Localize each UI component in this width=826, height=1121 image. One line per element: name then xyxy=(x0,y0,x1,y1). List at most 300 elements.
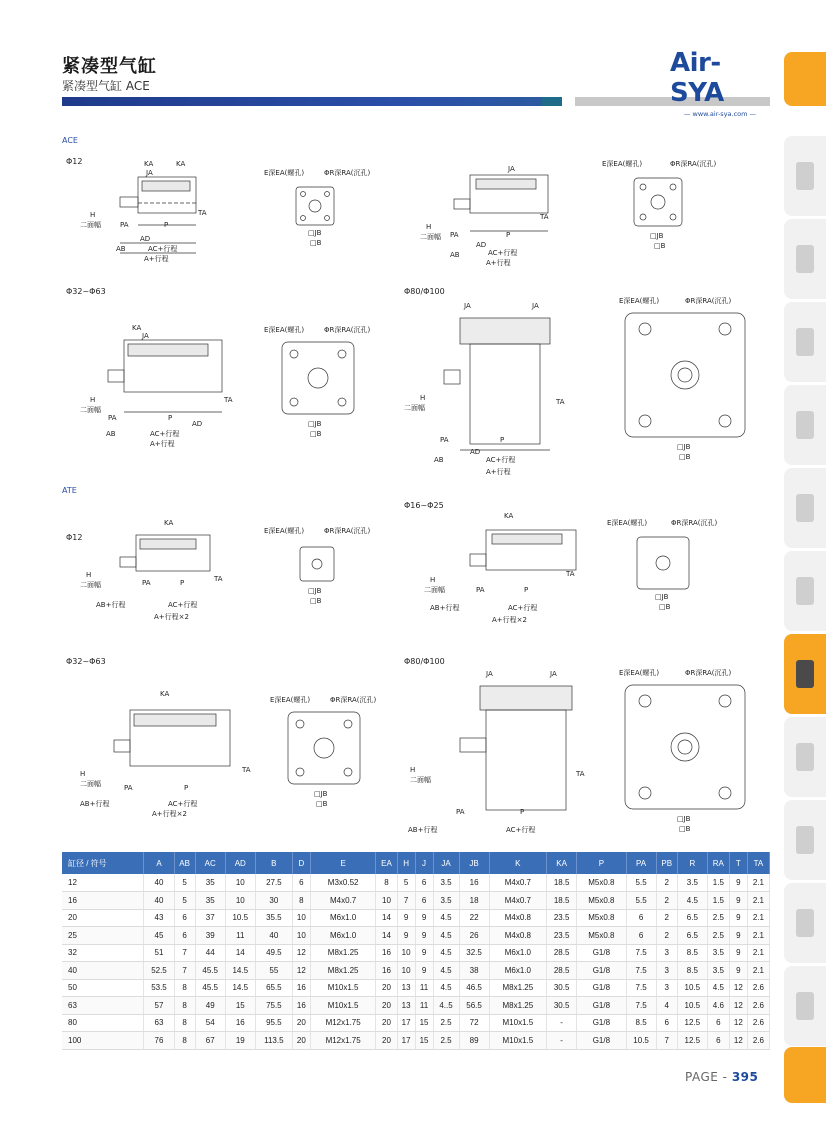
gripper-icon[interactable] xyxy=(784,966,826,1046)
gun-icon[interactable] xyxy=(784,468,826,548)
table-cell: 7 xyxy=(174,944,195,962)
table-cell: G1/8 xyxy=(577,997,626,1015)
dim-ra: ΦR深RA(沉孔) xyxy=(324,169,371,177)
dim-h: H xyxy=(426,223,432,231)
table-cell: 35.5 xyxy=(255,909,292,927)
size-label-ate-32-63: Φ32~Φ63 xyxy=(66,657,106,666)
table-cell: 100 xyxy=(62,1032,144,1050)
table-cell: 2.1 xyxy=(747,909,769,927)
table-cell: 45.5 xyxy=(195,962,225,980)
table-cell: 7.5 xyxy=(626,962,656,980)
table-cell: 80 xyxy=(62,1014,144,1032)
valve-icon[interactable] xyxy=(784,302,826,382)
table-header-cell: AD xyxy=(225,852,255,874)
table-cell: 49 xyxy=(195,997,225,1015)
table-row xyxy=(62,944,770,962)
table-cell: 57 xyxy=(144,997,174,1015)
dim-ja: JA xyxy=(508,165,515,173)
dim-b: □B xyxy=(310,239,322,247)
table-cell: G1/8 xyxy=(577,1014,626,1032)
table-cell: 19 xyxy=(225,1032,255,1050)
clamp-icon[interactable] xyxy=(784,717,826,797)
table-cell: 2.5 xyxy=(433,1032,459,1050)
table-cell: 13 xyxy=(397,997,415,1015)
dim-ja-2: JA xyxy=(550,670,557,678)
table-cell: 6.5 xyxy=(677,927,707,945)
dim-ab: AB xyxy=(450,251,460,259)
table-cell: M12x1.75 xyxy=(310,1014,376,1032)
dim-ra: ΦR深RA(沉孔) xyxy=(330,696,377,704)
table-cell: 52.5 xyxy=(144,962,174,980)
table-row xyxy=(62,1014,770,1032)
dim-ac-stroke: AC+行程 xyxy=(508,604,538,612)
dim-pa: PA xyxy=(120,221,129,229)
table-cell: 5 xyxy=(174,874,195,892)
drawing-ace-80-end xyxy=(615,295,755,465)
side-tab-bottom[interactable] xyxy=(784,1047,826,1103)
side-tab-top[interactable] xyxy=(784,52,826,106)
dim-ta: TA xyxy=(540,213,549,221)
table-cell: 75.5 xyxy=(255,997,292,1015)
dim-ta: TA xyxy=(556,398,565,406)
table-cell: 9 xyxy=(729,927,747,945)
dim-ea: E深EA(螺孔) xyxy=(270,696,311,704)
table-cell: 2 xyxy=(656,909,677,927)
table-header-cell: KA xyxy=(547,852,577,874)
dim-ac-stroke: AC+行程 xyxy=(506,826,536,834)
dim-h: H xyxy=(420,394,426,402)
dim-ad: AD xyxy=(476,241,487,249)
table-cell: M5x0.8 xyxy=(577,892,626,910)
dim-ra: ΦR深RA(沉孔) xyxy=(324,326,371,334)
table-cell: 5 xyxy=(397,874,415,892)
table-cell: 12.5 xyxy=(677,1032,707,1050)
table-cell: 11 xyxy=(225,927,255,945)
dim-p: P xyxy=(506,231,511,239)
table-cell: 40 xyxy=(144,874,174,892)
table-cell: 4.5 xyxy=(707,979,729,997)
table-cell: 23.5 xyxy=(547,927,577,945)
table-cell: 15 xyxy=(415,1032,433,1050)
section-ate-label: ATE xyxy=(62,486,77,495)
table-cell: 2.6 xyxy=(747,1014,769,1032)
dim-two-face: 二面幅 xyxy=(80,780,101,788)
dim-ac-stroke: AC+行程 xyxy=(148,245,178,253)
table-cell: 4.6 xyxy=(707,997,729,1015)
table-cell: 12 xyxy=(729,979,747,997)
table-cell: 9 xyxy=(729,909,747,927)
dim-two-face: 二面幅 xyxy=(80,581,101,589)
dim-ab-stroke: AB+行程 xyxy=(430,604,460,612)
table-cell: 6 xyxy=(174,909,195,927)
table-row xyxy=(62,909,770,927)
dim-ja-2: JA xyxy=(532,302,539,310)
dim-ka: KA xyxy=(160,690,170,698)
table-cell: 9 xyxy=(397,909,415,927)
drawing-ace-80-side xyxy=(400,300,590,480)
table-header-cell: H xyxy=(397,852,415,874)
page-subtitle: 紧凑型气缸 ACE xyxy=(62,79,150,93)
table-header-cell: B xyxy=(255,852,292,874)
table-cell: G1/8 xyxy=(577,1032,626,1050)
table-cell: 2.6 xyxy=(747,979,769,997)
table-cell: 20 xyxy=(376,979,397,997)
table-cell: 2.1 xyxy=(747,927,769,945)
dim-jb: □JB xyxy=(677,815,691,823)
table-cell: 4.5 xyxy=(433,944,459,962)
table-cell: 28.5 xyxy=(547,962,577,980)
table-cell: 10.5 xyxy=(626,1032,656,1050)
dim-ta: TA xyxy=(224,396,233,404)
table-cell: M6x1.0 xyxy=(310,927,376,945)
regulator-icon[interactable] xyxy=(784,219,826,299)
table-cell: 9 xyxy=(729,962,747,980)
table-cell: 7 xyxy=(397,892,415,910)
table-cell: 2.1 xyxy=(747,874,769,892)
dim-pa: PA xyxy=(124,784,133,792)
table-cell: 9 xyxy=(415,962,433,980)
table-cell: 55 xyxy=(255,962,292,980)
table-cell: 6 xyxy=(174,927,195,945)
header-bar-blue xyxy=(62,97,542,106)
table-cell: 72 xyxy=(459,1014,489,1032)
dim-ja-1: JA xyxy=(464,302,471,310)
table-cell: 20 xyxy=(292,1014,310,1032)
table-cell: 16 xyxy=(376,962,397,980)
table-cell: 12 xyxy=(292,962,310,980)
table-cell: 5.5 xyxy=(626,892,656,910)
header-bar-teal xyxy=(542,97,562,106)
dim-ac-stroke: AC+行程 xyxy=(150,430,180,438)
table-header-cell: R xyxy=(677,852,707,874)
table-cell: 1.5 xyxy=(707,892,729,910)
table-cell: 10 xyxy=(225,874,255,892)
dim-pa: PA xyxy=(440,436,449,444)
dim-p: P xyxy=(500,436,505,444)
side-nav xyxy=(784,136,826,1049)
table-cell: 8.5 xyxy=(677,944,707,962)
table-cell: M4x0.8 xyxy=(489,909,546,927)
dim-ta: TA xyxy=(198,209,207,217)
table-cell: 12 xyxy=(729,1032,747,1050)
table-cell: 43 xyxy=(144,909,174,927)
dim-two-face: 二面幅 xyxy=(80,406,101,414)
table-cell: M10x1.5 xyxy=(489,1032,546,1050)
table-cell: 16 xyxy=(62,892,144,910)
table-cell: G1/8 xyxy=(577,979,626,997)
table-cell: 46.5 xyxy=(459,979,489,997)
table-cell: M10x1.5 xyxy=(489,1014,546,1032)
table-cell: 113.5 xyxy=(255,1032,292,1050)
filter-icon[interactable] xyxy=(784,136,826,216)
table-row xyxy=(62,997,770,1015)
table-cell: 3 xyxy=(656,962,677,980)
dim-ac-stroke: AC+行程 xyxy=(168,800,198,808)
dim-ab: AB xyxy=(106,430,116,438)
cylinder-icon[interactable] xyxy=(784,634,826,714)
table-cell: 6.5 xyxy=(677,909,707,927)
table-cell: 10.5 xyxy=(225,909,255,927)
table-cell: 15 xyxy=(415,1014,433,1032)
table-cell: 13 xyxy=(397,979,415,997)
dim-ea: E深EA(螺孔) xyxy=(602,160,643,168)
table-cell: 18.5 xyxy=(547,892,577,910)
table-cell: 30.5 xyxy=(547,979,577,997)
dim-h: H xyxy=(80,770,86,778)
dim-ac-stroke: AC+行程 xyxy=(168,601,198,609)
table-header-cell: JA xyxy=(433,852,459,874)
dim-jb: □JB xyxy=(655,593,669,601)
table-cell: 17 xyxy=(397,1014,415,1032)
elbow-icon[interactable] xyxy=(784,800,826,880)
table-cell: 17 xyxy=(397,1032,415,1050)
table-cell: 67 xyxy=(195,1032,225,1050)
table-cell: 8 xyxy=(174,997,195,1015)
table-cell: 12 xyxy=(292,944,310,962)
dim-ta: TA xyxy=(576,770,585,778)
table-cell: M12x1.75 xyxy=(310,1032,376,1050)
table-cell: 15 xyxy=(225,997,255,1015)
section-ace-label: ACE xyxy=(62,136,78,145)
dim-ab-stroke: AB+行程 xyxy=(80,800,110,808)
table-cell: 7.5 xyxy=(626,979,656,997)
table-cell: 26 xyxy=(459,927,489,945)
dim-h: H xyxy=(410,766,416,774)
table-cell: 18 xyxy=(459,892,489,910)
table-cell: 8 xyxy=(174,1032,195,1050)
drawing-ace-12-side xyxy=(80,155,220,265)
table-cell: M8x1.25 xyxy=(310,944,376,962)
table-header-cell: T xyxy=(729,852,747,874)
table-header-cell: J xyxy=(415,852,433,874)
table-cell: 16 xyxy=(292,979,310,997)
table-cell: 40 xyxy=(62,962,144,980)
dim-jb: □JB xyxy=(308,229,322,237)
table-cell: 35 xyxy=(195,874,225,892)
table-cell: M5x0.8 xyxy=(577,927,626,945)
table-cell: 2.1 xyxy=(747,944,769,962)
table-cell: 9 xyxy=(415,909,433,927)
table-cell: 8 xyxy=(292,892,310,910)
dim-a-stroke-2: A+行程×2 xyxy=(154,613,189,621)
drawing-ace-12-end xyxy=(262,165,392,255)
table-cell: 10 xyxy=(292,927,310,945)
table-cell: 10 xyxy=(292,909,310,927)
table-cell: 8 xyxy=(376,874,397,892)
table-cell: 9 xyxy=(729,944,747,962)
table-cell: 3.5 xyxy=(707,962,729,980)
table-cell: M4x0.8 xyxy=(489,927,546,945)
table-cell: 4 xyxy=(656,997,677,1015)
dim-ka: KA xyxy=(164,519,174,527)
size-label-ate-80-100: Φ80/Φ100 xyxy=(404,657,445,666)
silencer-icon[interactable] xyxy=(784,883,826,963)
dim-pa: PA xyxy=(476,586,485,594)
table-cell: 8 xyxy=(174,1014,195,1032)
table-cell: 14.5 xyxy=(225,979,255,997)
drawing-ace-32-side xyxy=(80,320,240,450)
table-cell: 6 xyxy=(707,1014,729,1032)
dim-ra: ΦR深RA(沉孔) xyxy=(685,669,732,677)
fitting-icon[interactable] xyxy=(784,385,826,465)
table-cell: 12 xyxy=(62,874,144,892)
dim-p: P xyxy=(164,221,169,229)
size-label-ace-32-63: Φ32~Φ63 xyxy=(66,287,106,296)
table-cell: M10x1.5 xyxy=(310,997,376,1015)
dim-two-face: 二面幅 xyxy=(410,776,431,784)
table-header-cell: 缸径 / 符号 xyxy=(62,852,144,874)
size-label-ate-12: Φ12 xyxy=(66,533,83,542)
brand-logo[interactable] xyxy=(670,48,770,118)
table-cell: 10 xyxy=(397,944,415,962)
table-cell: M3x0.52 xyxy=(310,874,376,892)
table-cell: M4x0.7 xyxy=(310,892,376,910)
dim-h: H xyxy=(90,396,96,404)
table-cell: 11 xyxy=(415,979,433,997)
table-cell: 5.5 xyxy=(626,874,656,892)
dim-pa: PA xyxy=(108,414,117,422)
table-cell: 63 xyxy=(62,997,144,1015)
dim-ra: ΦR深RA(沉孔) xyxy=(670,160,717,168)
table-cell: 2 xyxy=(656,927,677,945)
table-row xyxy=(62,962,770,980)
dim-ea: E深EA(螺孔) xyxy=(619,297,660,305)
table-cell: M6x1.0 xyxy=(489,944,546,962)
table-cell: 9 xyxy=(415,927,433,945)
table-cell: 6 xyxy=(415,874,433,892)
spec-table xyxy=(62,852,770,1050)
dim-ra: ΦR深RA(沉孔) xyxy=(324,527,371,535)
table-cell: M6x1.0 xyxy=(489,962,546,980)
table-cell: 37 xyxy=(195,909,225,927)
table-cell: 32 xyxy=(62,944,144,962)
table-header-cell: AC xyxy=(195,852,225,874)
dim-two-face: 二面幅 xyxy=(424,586,445,594)
table-cell: 10 xyxy=(225,892,255,910)
dim-p: P xyxy=(168,414,173,422)
table-cell: M5x0.8 xyxy=(577,909,626,927)
table-cell: M5x0.8 xyxy=(577,874,626,892)
table-cell: 53.5 xyxy=(144,979,174,997)
dim-jb: □JB xyxy=(677,443,691,451)
table-cell: - xyxy=(547,1032,577,1050)
table-cell: M8x1.25 xyxy=(489,979,546,997)
table-cell: 49.5 xyxy=(255,944,292,962)
table-cell: 28.5 xyxy=(547,944,577,962)
dim-ka: KA xyxy=(132,324,142,332)
table-cell: 7.5 xyxy=(626,997,656,1015)
table-cell: 6 xyxy=(626,909,656,927)
table-cell: 45 xyxy=(144,927,174,945)
table-cell: 12 xyxy=(729,1014,747,1032)
table-cell: 56.5 xyxy=(459,997,489,1015)
dim-a-stroke: A+行程 xyxy=(486,259,511,267)
dim-ka-1: KA xyxy=(144,160,154,168)
table-header-cell: JB xyxy=(459,852,489,874)
table-cell: 5 xyxy=(174,892,195,910)
dim-b: □B xyxy=(316,800,328,808)
table-header-cell: EA xyxy=(376,852,397,874)
dim-h: H xyxy=(90,211,96,219)
dim-b: □B xyxy=(679,825,691,833)
table-row xyxy=(62,1032,770,1050)
dim-h: H xyxy=(430,576,436,584)
table-cell: 14.5 xyxy=(225,962,255,980)
table-cell: M4x0.7 xyxy=(489,892,546,910)
dim-b: □B xyxy=(659,603,671,611)
dim-b: □B xyxy=(310,430,322,438)
table-cell: 7 xyxy=(656,1032,677,1050)
table-header-cell: TA xyxy=(747,852,769,874)
table-cell: G1/8 xyxy=(577,962,626,980)
drawing-ace-32-end xyxy=(262,322,392,442)
table-cell: 45.5 xyxy=(195,979,225,997)
dim-two-face: 二面幅 xyxy=(404,404,425,412)
table-cell: 89 xyxy=(459,1032,489,1050)
dim-ea: E深EA(螺孔) xyxy=(264,169,305,177)
dim-p: P xyxy=(180,579,185,587)
table-cell: 20 xyxy=(376,1032,397,1050)
dim-ad: AD xyxy=(140,235,151,243)
table-cell: 10.5 xyxy=(677,997,707,1015)
dim-ja: JA xyxy=(146,169,153,177)
dim-ab: AB xyxy=(116,245,126,253)
table-cell: 14 xyxy=(225,944,255,962)
table-cell: 18.5 xyxy=(547,874,577,892)
dim-ab: AB xyxy=(434,456,444,464)
dim-ea: E深EA(螺孔) xyxy=(264,326,305,334)
drawing-ate-80-end xyxy=(615,665,755,835)
table-cell: 16 xyxy=(292,997,310,1015)
dim-p: P xyxy=(184,784,189,792)
table-cell: 95.5 xyxy=(255,1014,292,1032)
dim-b: □B xyxy=(310,597,322,605)
table-cell: 14 xyxy=(376,927,397,945)
dim-two-face: 二面幅 xyxy=(80,221,101,229)
table-cell: 7.5 xyxy=(626,944,656,962)
dim-ta: TA xyxy=(566,570,575,578)
table-cell: 6 xyxy=(415,892,433,910)
dim-jb: □JB xyxy=(650,232,664,240)
table-cell: 39 xyxy=(195,927,225,945)
table-cell: 65.5 xyxy=(255,979,292,997)
table-row xyxy=(62,979,770,997)
dim-ta: TA xyxy=(242,766,251,774)
table-cell: 2.6 xyxy=(747,997,769,1015)
table-cell: 6 xyxy=(707,1032,729,1050)
table-header-cell: AB xyxy=(174,852,195,874)
solenoid-icon[interactable] xyxy=(784,551,826,631)
dim-a-stroke: A+行程 xyxy=(486,468,511,476)
table-cell: 20 xyxy=(292,1032,310,1050)
dim-p: P xyxy=(520,808,525,816)
dim-ab-stroke: AB+行程 xyxy=(96,601,126,609)
drawing-ate-80-side xyxy=(400,668,600,838)
page-title: 紧凑型气缸 xyxy=(62,56,157,77)
dim-ta: TA xyxy=(214,575,223,583)
table-header-cell: A xyxy=(144,852,174,874)
size-label-ace-80-100: Φ80/Φ100 xyxy=(404,287,445,296)
drawing-ate-12-end xyxy=(262,523,392,613)
dim-a-stroke: A+行程 xyxy=(144,255,169,263)
table-row xyxy=(62,927,770,945)
table-cell: 4.5 xyxy=(677,892,707,910)
table-cell: 9 xyxy=(397,927,415,945)
table-header-row xyxy=(62,852,770,874)
table-cell: 3.5 xyxy=(677,874,707,892)
table-cell: 2 xyxy=(656,892,677,910)
table-header-cell: K xyxy=(489,852,546,874)
